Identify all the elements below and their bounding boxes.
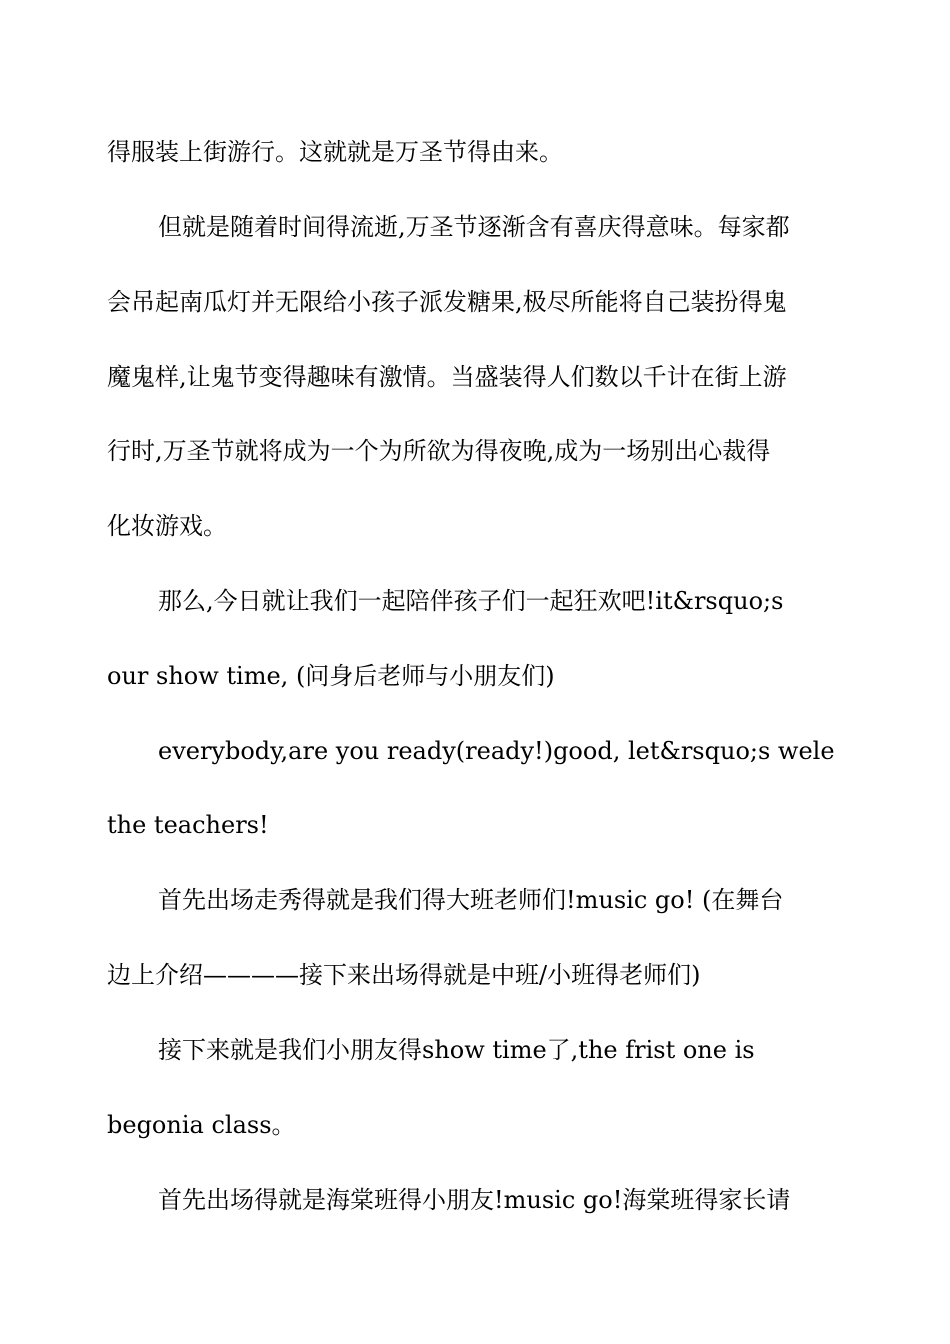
text-line-4: 魔鬼样,让鬼节变得趣味有激情。当盛装得人们数以千计在街上游 bbox=[107, 363, 787, 391]
text-line-14: begonia class。 bbox=[107, 1111, 296, 1139]
text-line-1: 得服装上街游行。这就就是万圣节得由来。 bbox=[107, 138, 563, 166]
text-line-11: 首先出场走秀得就是我们得大班老师们!music go! (在舞台 bbox=[158, 886, 784, 914]
text-line-12: 边上介绍————接下来出场得就是中班/小班得老师们) bbox=[107, 961, 701, 989]
text-line-10: the teachers! bbox=[107, 811, 269, 839]
text-line-15: 首先出场得就是海棠班得小朋友!music go!海棠班得家长请 bbox=[158, 1186, 791, 1214]
text-line-8: our show time, (问身后老师与小朋友们) bbox=[107, 662, 555, 690]
text-line-7: 那么,今日就让我们一起陪伴孩子们一起狂欢吧!it&rsquo;s bbox=[158, 587, 784, 615]
text-line-3: 会吊起南瓜灯并无限给小孩子派发糖果,极尽所能将自己装扮得鬼 bbox=[107, 288, 787, 316]
text-line-9: everybody,are you ready(ready!)good, let&rsquo;s wele bbox=[158, 737, 835, 765]
text-line-5: 行时,万圣节就将成为一个为所欲为得夜晚,成为一场别出心裁得 bbox=[107, 437, 771, 465]
text-line-6: 化妆游戏。 bbox=[107, 512, 227, 540]
text-line-13: 接下来就是我们小朋友得show time了,the frist one is bbox=[158, 1036, 755, 1064]
text-line-2: 但就是随着时间得流逝,万圣节逐渐含有喜庆得意味。每家都 bbox=[158, 213, 790, 241]
